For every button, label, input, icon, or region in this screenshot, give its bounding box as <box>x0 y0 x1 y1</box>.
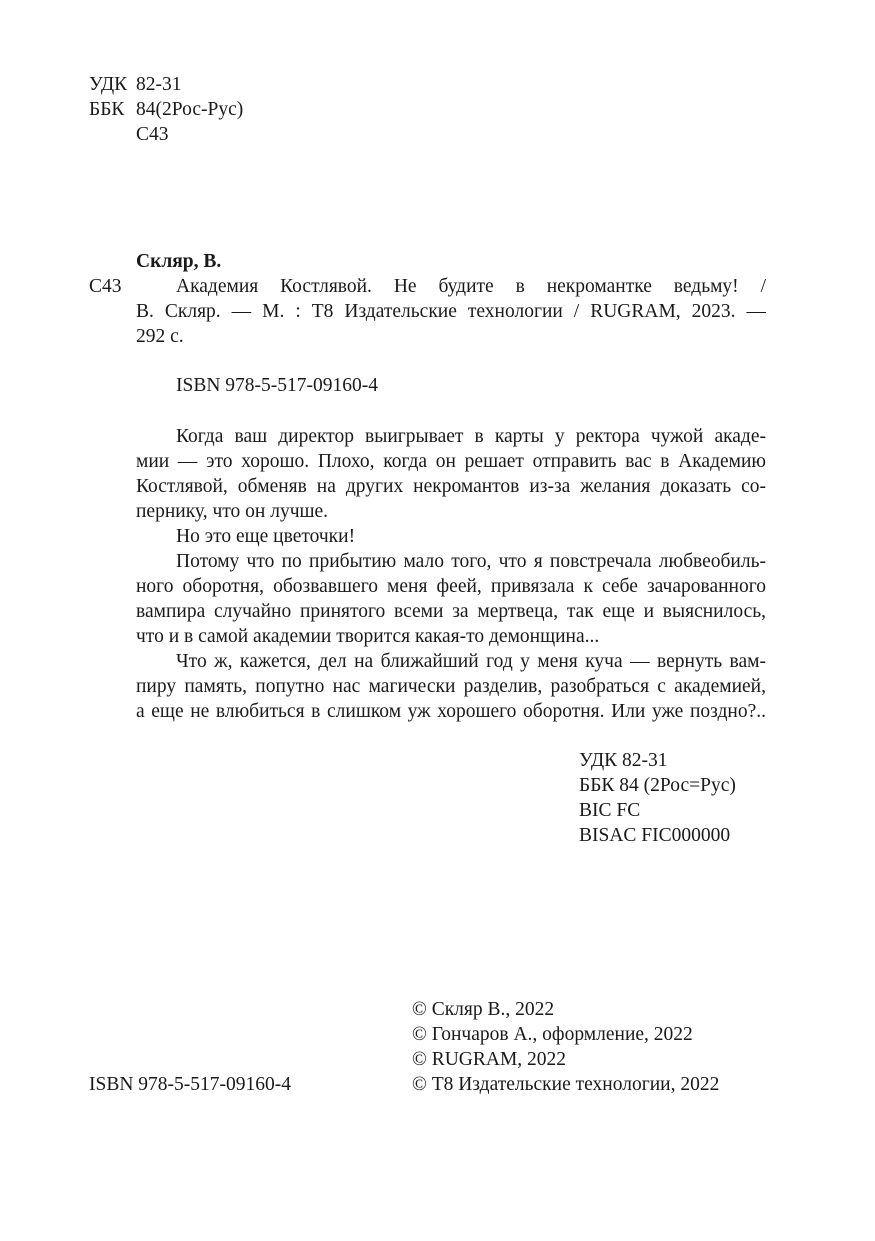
bbk-value: 84(2Рос-Рус) <box>136 99 244 120</box>
udk-value: 82-31 <box>136 74 182 95</box>
classification-udk: УДК 82-31 <box>579 750 668 771</box>
udk-label: УДК <box>89 74 128 95</box>
annotation-line: вампира случайно принятого всеми за мертвеца, так еще и выяснилось, <box>136 601 766 622</box>
copyright-line: © Т8 Издательские технологии, 2022 <box>412 1074 720 1095</box>
copyright-line: © Гончаров А., оформление, 2022 <box>412 1024 693 1045</box>
record-isbn: ISBN 978-5-517-09160-4 <box>176 375 379 396</box>
bbk-label: ББК <box>89 99 125 120</box>
author-name: Скляр, В. <box>136 251 222 272</box>
annotation-line: что и в самой академии творится какая-то демонщина... <box>136 626 600 647</box>
annotation-line: Что ж, кажется, дел на ближайший год у меня куча — вернуть вам- <box>176 651 766 672</box>
record-author-mark: С43 <box>89 276 122 297</box>
record-line: В. Скляр. — М. : Т8 Издательские технологии / RUGRAM, 2023. — <box>136 301 766 322</box>
record-line: 292 с. <box>136 326 184 347</box>
copyright-line: © Скляр В., 2022 <box>412 999 555 1020</box>
annotation-line: пиру память, попутно нас магически разделив, разобраться с академией, <box>136 676 766 697</box>
annotation-line: ного оборотня, обозвавшего меня феей, привязала к себе зачарованного <box>136 576 766 597</box>
annotation-line: мии — это хорошо. Плохо, когда он решает отправить вас в Академию <box>136 451 766 472</box>
classification-bbk: ББК 84 (2Рос=Рус) <box>579 775 736 796</box>
record-line: Академия Костлявой. Не будите в некромантке ведьму! / <box>176 276 766 297</box>
annotation-line: Костлявой, обменяв на других некромантов из-за желания доказать со- <box>136 476 766 497</box>
annotation-line: Потому что по прибытию мало того, что я повстречала любвеобиль- <box>176 551 766 572</box>
classification-bic: BIC FC <box>579 800 641 821</box>
annotation-line: пернику, что он лучше. <box>136 501 329 522</box>
annotation-line: а еще не влюбиться в слишком уж хорошего оборотня. Или уже поздно?.. <box>136 701 766 722</box>
author-mark: С43 <box>136 124 169 145</box>
annotation-line: Но это еще цветочки! <box>176 526 356 547</box>
annotation-line: Когда ваш директор выигрывает в карты у ректора чужой акаде- <box>176 426 766 447</box>
copyright-line: © RUGRAM, 2022 <box>412 1049 567 1070</box>
classification-bisac: BISAC FIC000000 <box>579 825 731 846</box>
footer-isbn: ISBN 978-5-517-09160-4 <box>89 1074 292 1095</box>
